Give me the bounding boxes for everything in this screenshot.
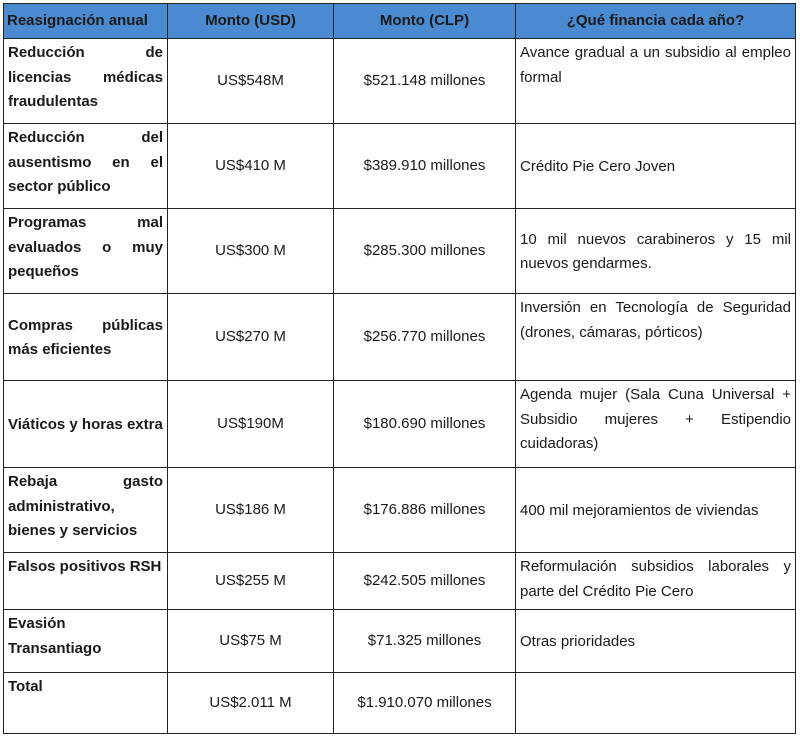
header-clp: Monto (CLP): [334, 4, 516, 39]
table-row: [4, 610, 796, 673]
concept-cell: Viáticos y horas extra: [4, 381, 168, 468]
table-row: [4, 553, 796, 610]
clp-cell: $256.770 millones: [334, 294, 516, 381]
total-label: Total: [4, 673, 168, 734]
table-row: [4, 468, 796, 553]
funds-cell: Agenda mujer (Sala Cuna Universal + Subsidio mujeres + Estipendio cuidadoras): [516, 381, 796, 468]
funds-cell: Otras prioridades: [516, 610, 796, 673]
total-funds: [516, 673, 796, 734]
total-usd: US$2.011 M: [168, 673, 334, 734]
funds-cell: Crédito Pie Cero Joven: [516, 124, 796, 209]
concept-cell: Reducción de licencias médicas fraudulentas: [4, 39, 168, 124]
usd-cell: US$190M: [168, 381, 334, 468]
usd-cell: US$75 M: [168, 610, 334, 673]
usd-cell: US$300 M: [168, 209, 334, 294]
total-clp: $1.910.070 millones: [334, 673, 516, 734]
funds-cell: Inversión en Tecnología de Seguridad (drones, cámaras, pórticos): [516, 294, 796, 381]
table-row: [4, 381, 796, 468]
clp-cell: $180.690 millones: [334, 381, 516, 468]
clp-cell: $242.505 millones: [334, 553, 516, 610]
total-row: [4, 673, 796, 734]
funds-cell: Avance gradual a un subsidio al empleo formal: [516, 39, 796, 124]
usd-cell: US$255 M: [168, 553, 334, 610]
concept-cell: Compras públicas más eficientes: [4, 294, 168, 381]
header-funds: ¿Qué financia cada año?: [516, 4, 796, 39]
concept-cell: Falsos positivos RSH: [4, 553, 168, 610]
concept-cell: Evasión Transantiago: [4, 610, 168, 673]
table-row: [4, 124, 796, 209]
usd-cell: US$270 M: [168, 294, 334, 381]
funds-cell: 10 mil nuevos carabineros y 15 mil nuevos gendarmes.: [516, 209, 796, 294]
table-row: [4, 209, 796, 294]
usd-cell: US$186 M: [168, 468, 334, 553]
clp-cell: $285.300 millones: [334, 209, 516, 294]
header-row: [4, 4, 796, 39]
table-row: [4, 294, 796, 381]
funds-cell: Reformulación subsidios laborales y parte del Crédito Pie Cero: [516, 553, 796, 610]
header-usd: Monto (USD): [168, 4, 334, 39]
header-concept: Reasignación anual: [4, 4, 168, 39]
funds-cell: 400 mil mejoramientos de viviendas: [516, 468, 796, 553]
clp-cell: $521.148 millones: [334, 39, 516, 124]
clp-cell: $389.910 millones: [334, 124, 516, 209]
concept-cell: Reducción del ausentismo en el sector público: [4, 124, 168, 209]
clp-cell: $71.325 millones: [334, 610, 516, 673]
clp-cell: $176.886 millones: [334, 468, 516, 553]
budget-reallocation-table: [3, 3, 796, 734]
concept-cell: Rebaja gasto administrativo, bienes y servicios: [4, 468, 168, 553]
concept-cell: Programas mal evaluados o muy pequeños: [4, 209, 168, 294]
usd-cell: US$410 M: [168, 124, 334, 209]
usd-cell: US$548M: [168, 39, 334, 124]
table-row: [4, 39, 796, 124]
